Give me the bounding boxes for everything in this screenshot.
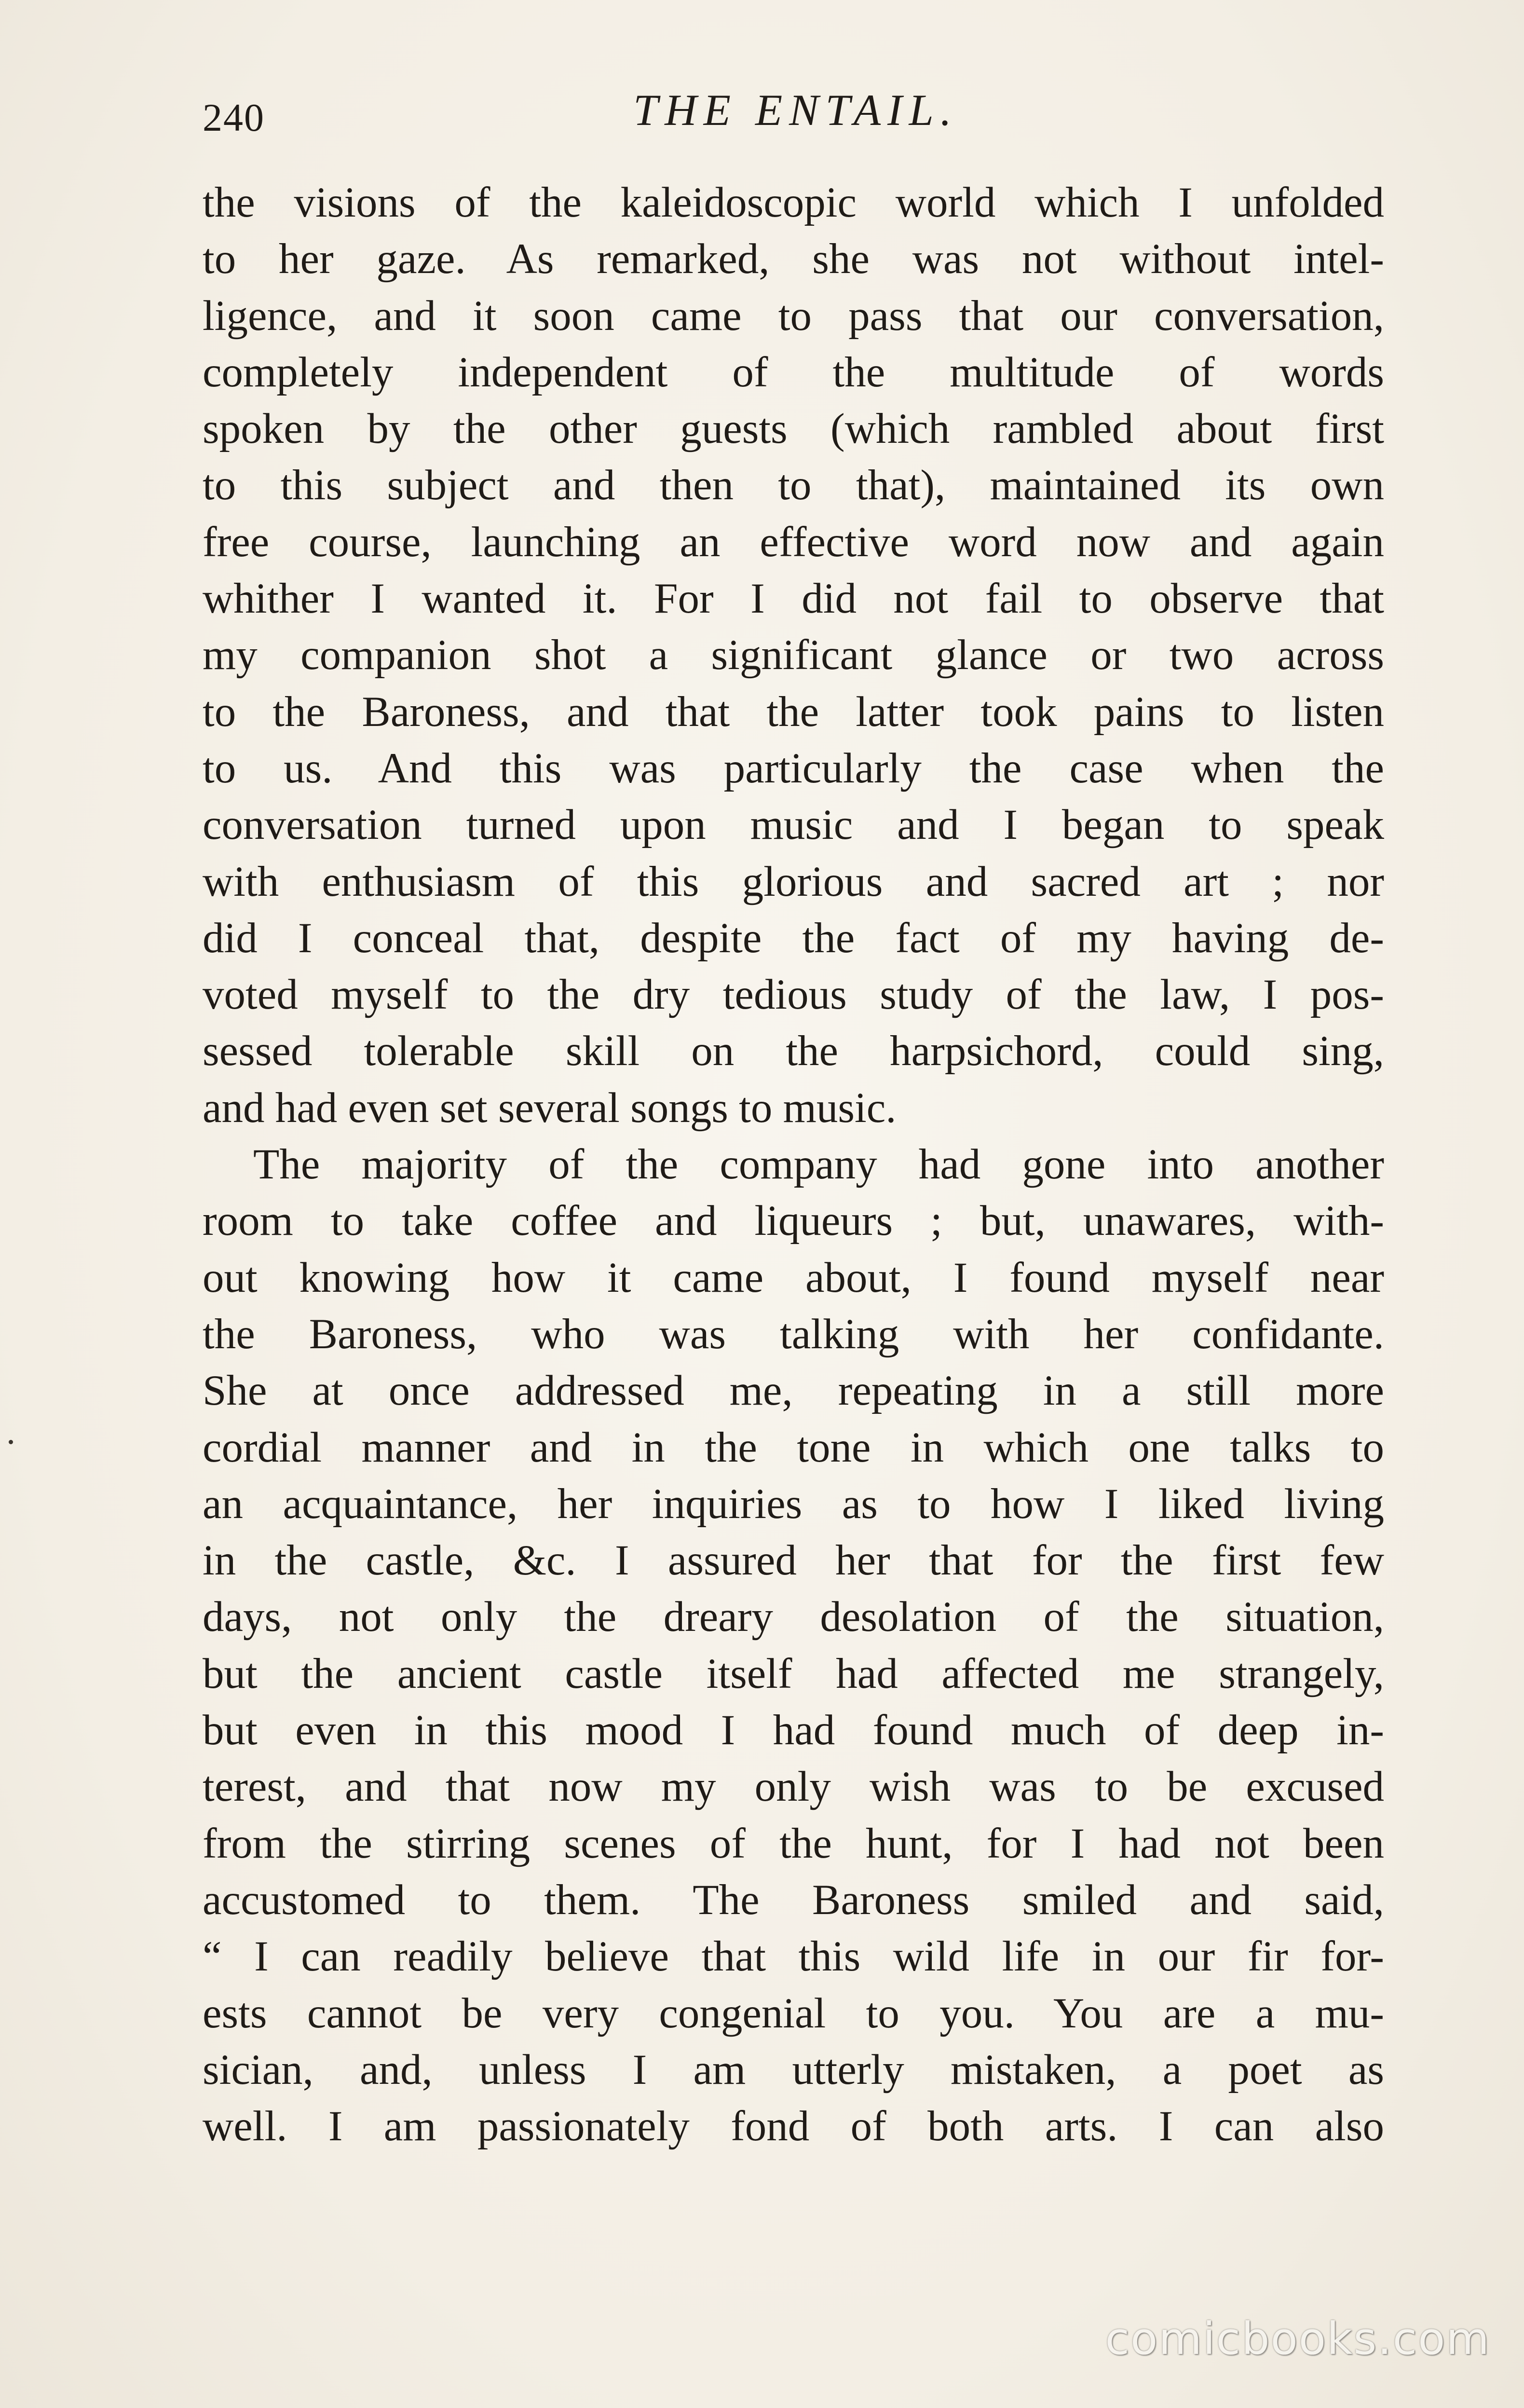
text-line: sician, and, unless I am utterly mistaken, a poet as bbox=[203, 2046, 1384, 2093]
text-line: days, not only the dreary desolation of the situation, bbox=[203, 1593, 1384, 1641]
text-line: spoken by the other guests (which rambled about first bbox=[203, 405, 1384, 453]
paragraph-end-line: and had even set several songs to music. bbox=[203, 1084, 897, 1132]
text-line: voted myself to the dry tedious study of the law, I pos- bbox=[203, 971, 1384, 1019]
running-head bbox=[203, 84, 1389, 142]
text-line: did I conceal that, despite the fact of my having de- bbox=[203, 914, 1384, 962]
text-line: with enthusiasm of this glorious and sacred art ; nor bbox=[203, 858, 1384, 905]
text-line: to this subject and then to that), maintained its own bbox=[203, 462, 1384, 509]
text-line: ligence, and it soon came to pass that our conversation, bbox=[203, 292, 1384, 340]
text-line: sessed tolerable skill on the harpsichord, could sing, bbox=[203, 1027, 1384, 1075]
text-line: well. I am passionately fond of both arts. I can also bbox=[203, 2103, 1384, 2150]
text-line: the visions of the kaleidoscopic world which I unfolded bbox=[203, 179, 1384, 226]
margin-speck bbox=[9, 1440, 13, 1444]
text-line: to us. And this was particularly the case when the bbox=[203, 744, 1384, 792]
running-title: THE ENTAIL. bbox=[633, 85, 958, 135]
text-line: whither I wanted it. For I did not fail to observe that bbox=[203, 575, 1384, 623]
text-line: my companion shot a significant glance or two across bbox=[203, 631, 1384, 679]
page-number: 240 bbox=[203, 96, 265, 139]
text-line: room to take coffee and liqueurs ; but, unawares, with- bbox=[203, 1197, 1384, 1245]
watermark: comicbooks.com bbox=[1105, 2313, 1490, 2365]
text-line: in the castle, &c. I assured her that for the first few bbox=[203, 1537, 1384, 1585]
text-line: from the stirring scenes of the hunt, for I had not been bbox=[203, 1820, 1384, 1867]
text-line: She at once addressed me, repeating in a still more bbox=[203, 1367, 1384, 1415]
text-line: conversation turned upon music and I began to speak bbox=[203, 801, 1384, 849]
paragraph-start-line: The majority of the company had gone into another bbox=[253, 1141, 1384, 1189]
text-line: completely independent of the multitude of words bbox=[203, 348, 1384, 396]
text-line: an acquaintance, her inquiries as to how I liked living bbox=[203, 1480, 1384, 1528]
text-line: to the Baroness, and that the latter took pains to listen bbox=[203, 688, 1384, 736]
text-line: but the ancient castle itself had affected me strangely, bbox=[203, 1650, 1384, 1697]
text-line: “ I can readily believe that this wild life in our fir for- bbox=[203, 1933, 1384, 1981]
text-line: free course, launching an effective word now and again bbox=[203, 518, 1384, 566]
text-line: terest, and that now my only wish was to be excused bbox=[203, 1763, 1384, 1811]
text-line: ests cannot be very congenial to you. You are a mu- bbox=[203, 1989, 1384, 2037]
text-line: the Baroness, who was talking with her confidante. bbox=[203, 1310, 1384, 1358]
body-text bbox=[203, 175, 1384, 2155]
text-line: to her gaze. As remarked, she was not without intel- bbox=[203, 235, 1384, 283]
text-line: but even in this mood I had found much of deep in- bbox=[203, 1707, 1384, 1754]
text-line: out knowing how it came about, I found myself near bbox=[203, 1254, 1384, 1301]
text-line: accustomed to them. The Baroness smiled and said, bbox=[203, 1876, 1384, 1924]
text-line: cordial manner and in the tone in which one talks to bbox=[203, 1423, 1384, 1471]
